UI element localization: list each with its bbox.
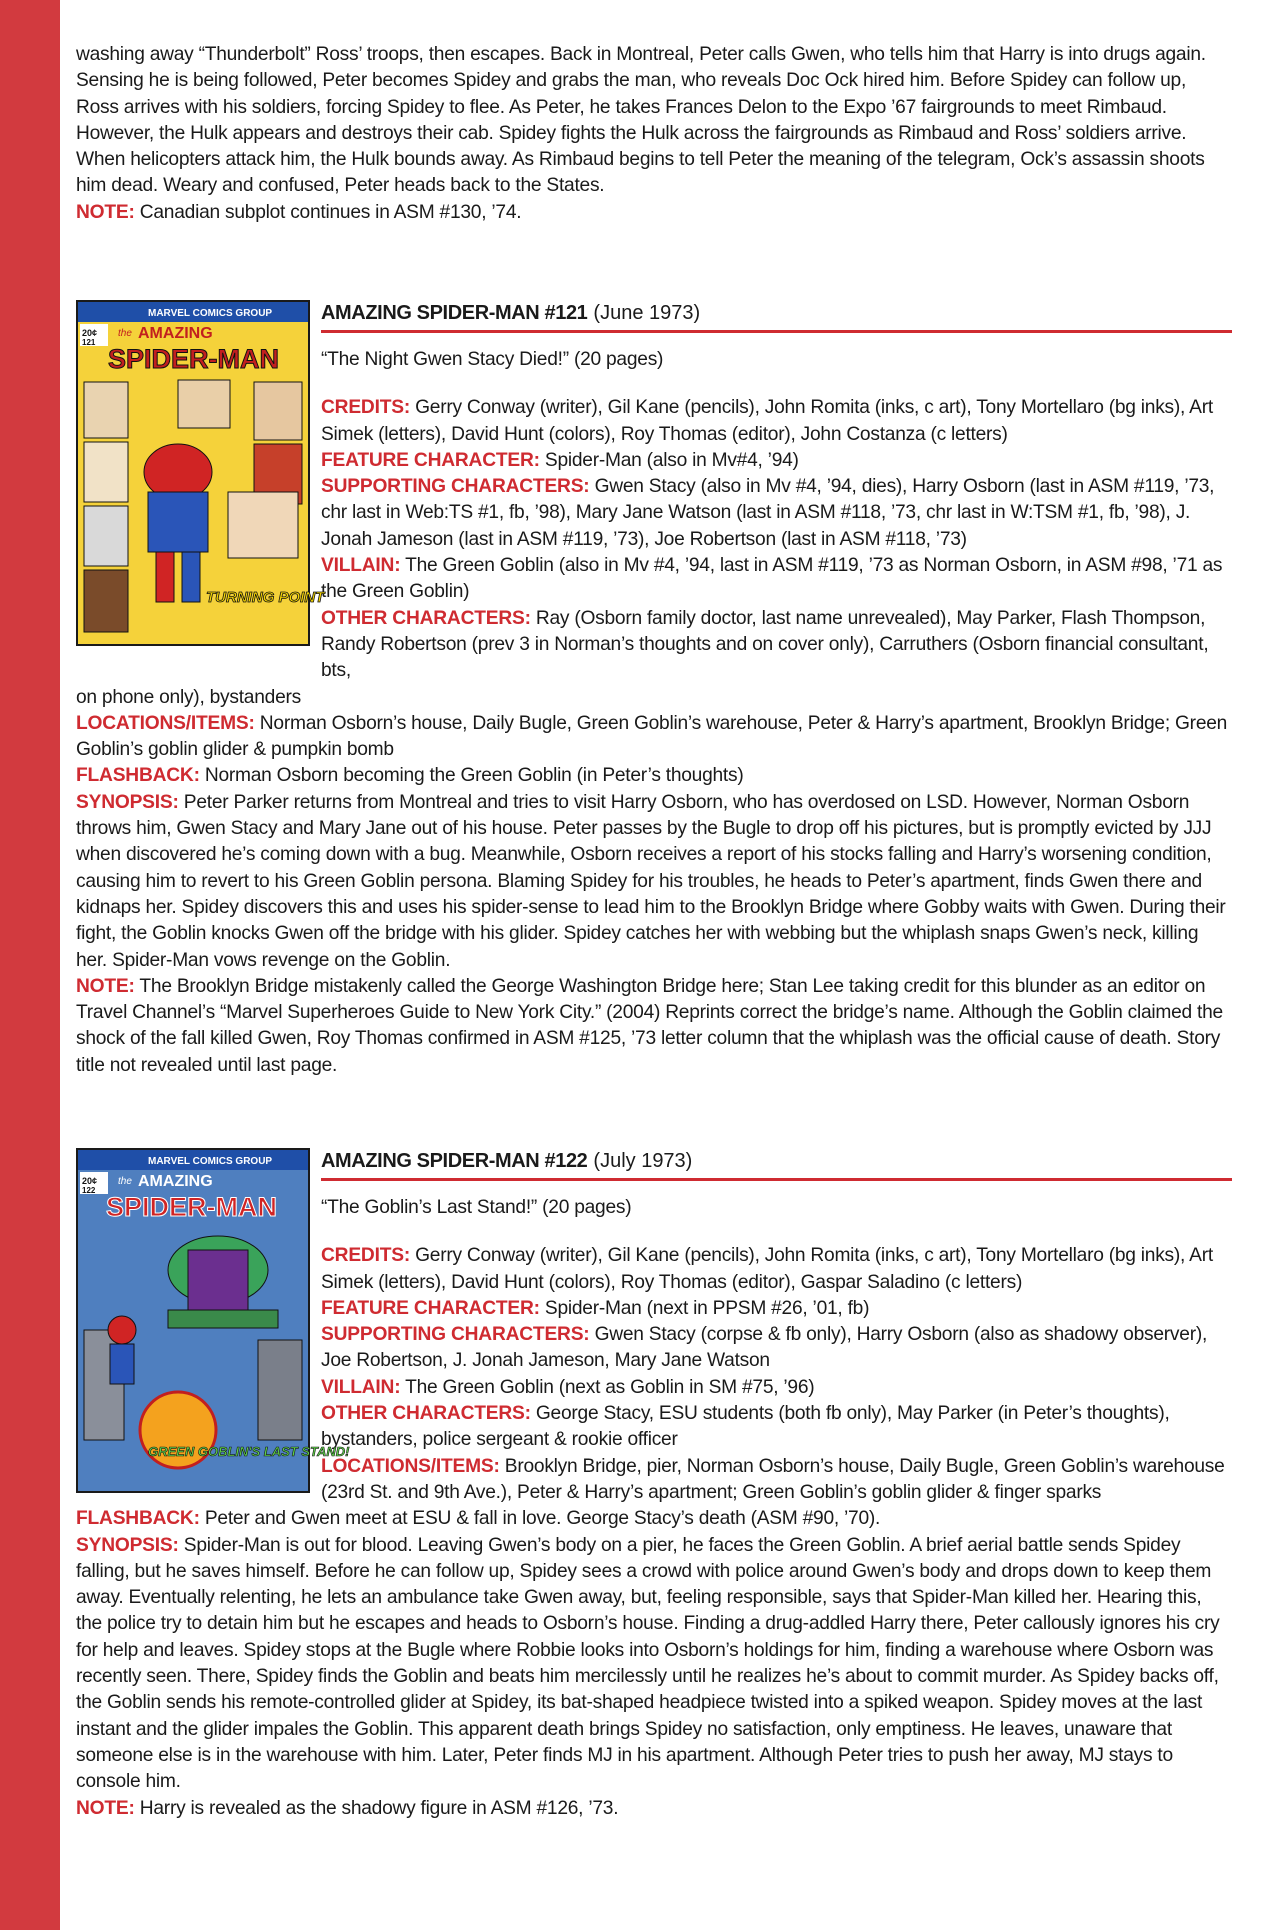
entry-asm-121	[76, 300, 1232, 1079]
previous-entry-continuation	[76, 42, 1232, 226]
entry-asm-122	[76, 1148, 1232, 1822]
other-label: OTHER CHARACTERS:	[321, 1403, 531, 1425]
story-title: “The Night Gwen Stacy Died!” (20 pages)	[321, 349, 664, 370]
synopsis-label: SYNOPSIS:	[76, 1534, 179, 1556]
note-label: NOTE:	[76, 1797, 135, 1819]
entry-heading	[321, 300, 1232, 333]
entry-121-body	[76, 685, 1232, 1079]
villain-label: VILLAIN:	[321, 555, 401, 577]
locations-line: LOCATIONS/ITEMS: Norman Osborn’s house, Daily Bugle, Green Goblin’s warehouse, Peter & Harry’s apartment, Brooklyn Bridge; Green Goblin’s goblin glider & pumpkin bomb	[76, 712, 1228, 761]
supporting-label: SUPPORTING CHARACTERS:	[321, 476, 590, 498]
cover-logo-amazing: AMAZING	[138, 1173, 213, 1190]
cover-logo-the: the	[118, 328, 132, 339]
cover-price: 20¢	[82, 1176, 98, 1186]
synopsis-line: SYNOPSIS: Peter Parker returns from Montreal and tries to visit Harry Osborn, who has overdosed on LSD. However, Norman Osborn throws him, Gwen Stacy and Mary Jane out of his house. Peter passes by the Bugle to drop off his pictures, but is promptly evicted by JJJ when discovered he’s coming down with a bug. Meanwhile, Osborn receives a report of his stocks falling and Harry’s worsening condition, causing him to revert to his Green Goblin persona. Blaming Spidey for his troubles, he heads to Peter’s apartment, finds Gwen there and kidnaps her. Spidey discovers this and uses his spider-sense to lead him to the Brooklyn Bridge where Gobby waits with Gwen. During their fight, the Goblin knocks Gwen off the bridge with his glider. Spidey catches her with webbing but the whiplash snaps Gwen’s neck, killing her. Spider-Man vows revenge on the Goblin.	[76, 791, 1226, 971]
note-line: NOTE: Canadian subplot continues in ASM #130, ’74.	[76, 201, 522, 223]
feature-label: FEATURE CHARACTER:	[321, 449, 540, 471]
locations-line: LOCATIONS/ITEMS: Brooklyn Bridge, pier, Norman Osborn’s house, Daily Bugle, Green Goblin’s warehouse (23rd St. and 9th Ave.), Peter & Harry’s apartment; Green Goblin’s goblin glider & finger sparks	[321, 1455, 1225, 1503]
cover-image-asm-121	[76, 300, 325, 646]
synopsis-line: SYNOPSIS: Spider-Man is out for blood. Leaving Gwen’s body on a pier, he faces the Green Goblin. A brief aerial battle sends Spidey falling, but he saves himself. Before he can follow up, Spidey sees a crowd with police around Gwen’s body and drops down to keep them away. Eventually relenting, he lets an ambulance take Gwen away, but, feeling responsible, says that Spider-Man killed her. Hearing this, the police try to detain him but he escapes and heads to Osborn’s house. Finding a drug-addled Harry there, Peter callously ignores his cry for help and leaves. Spidey stops at the Bugle where Robbie looks into Osborn’s holdings for him, finding a warehouse where Osborn was recently seen. There, Spidey finds the Goblin and beats him mercilessly until he realizes he’s about to commit murder. As Spidey backs off, the Goblin sends his remote-controlled glider at Spidey, its bat-shaped headpiece twisted into a spiked weapon. Spidey moves at the last instant and the glider impales the Goblin. This apparent death brings Spidey no satisfaction, only emptiness. He leaves, unaware that someone else is in the warehouse with him. Later, Peter finds MJ in his apartment. Although Peter tries to push her away, MJ stays to console him.	[76, 1534, 1220, 1793]
other-characters-continuation: on phone only), bystanders	[76, 686, 301, 708]
cover-tagline: GREEN GOBLIN'S LAST STAND!	[148, 1444, 350, 1459]
note-line: NOTE: Harry is revealed as the shadowy figure in ASM #126, ’73.	[76, 1797, 619, 1819]
entry-121-header-column	[321, 300, 1232, 685]
supporting-line: SUPPORTING CHARACTERS: Gwen Stacy (corpse & fb only), Harry Osborn (also as shadowy observer), Joe Robertson, J. Jonah Jameson, Mary Jane Watson	[321, 1324, 1208, 1372]
villain-line: VILLAIN: The Green Goblin (also in Mv #4, ’94, last in ASM #119, ’73 as Norman Osborn, in ASM #98, ’71 as the Green Goblin)	[321, 555, 1223, 603]
entry-122-header-column	[321, 1148, 1232, 1506]
flashback-line: FLASHBACK: Norman Osborn becoming the Green Goblin (in Peter’s thoughts)	[76, 765, 744, 787]
locations-label: LOCATIONS/ITEMS:	[76, 712, 255, 734]
cover-image-asm-122	[76, 1148, 350, 1493]
cover-logo-the: the	[118, 1176, 132, 1187]
feature-line: FEATURE CHARACTER: Spider-Man (also in Mv#4, ’94)	[321, 449, 799, 471]
issue-name: AMAZING SPIDER-MAN #121	[321, 302, 588, 324]
story-title: “The Goblin’s Last Stand!” (20 pages)	[321, 1197, 632, 1218]
feature-label: FEATURE CHARACTER:	[321, 1297, 540, 1319]
feature-line: FEATURE CHARACTER: Spider-Man (next in PPSM #26, ’01, fb)	[321, 1297, 870, 1319]
cover-tagline: TURNING POINT	[206, 589, 325, 606]
note-line: NOTE: The Brooklyn Bridge mistakenly called the George Washington Bridge here; Stan Lee taking credit for this blunder as an editor on Travel Channel’s “Marvel Superheroes Guide to New York City.” (2004) Reprints correct the bridge’s name. Although the Goblin claimed the shock of the fall killed Gwen, Roy Thomas confirmed in ASM #125, ’73 letter column that the whiplash was the official cause of death. Story title not revealed until last page.	[76, 975, 1223, 1076]
villain-label: VILLAIN:	[321, 1376, 401, 1398]
cover-publisher: MARVEL COMICS GROUP	[148, 308, 273, 319]
locations-label: LOCATIONS/ITEMS:	[321, 1455, 500, 1477]
entry-heading	[321, 1148, 1232, 1181]
cover-price: 20¢	[82, 328, 98, 338]
cover-art-122	[78, 1150, 350, 1491]
cover-logo: SPIDER-MAN	[108, 344, 280, 374]
cover-issue: 122	[82, 1186, 96, 1195]
cover-logo-amazing: AMAZING	[138, 325, 213, 342]
credits-line: CREDITS: Gerry Conway (writer), Gil Kane (pencils), John Romita (inks, c art), Tony Mortellaro (bg inks), Art Simek (letters), David Hunt (colors), Roy Thomas (editor), John Costanza (c letters)	[321, 397, 1213, 445]
other-characters-line: OTHER CHARACTERS: George Stacy, ESU students (both fb only), May Parker (in Peter’s thoughts), bystanders, police sergeant & rookie officer	[321, 1403, 1170, 1451]
cover-logo: SPIDER-MAN	[106, 1192, 278, 1222]
issue-date: (July 1973)	[593, 1150, 693, 1172]
synopsis-continuation: washing away “Thunderbolt” Ross’ troops, then escapes. Back in Montreal, Peter calls Gwen, who tells him that Harry is into drugs again. Sensing he is being followed, Peter becomes Spidey and grabs the man, who reveals Doc Ock hired him. Before Spidey can follow up, Ross arrives with his soldiers, forcing Spidey to flee. As Peter, he takes Frances Delon to the Expo ’67 fairgrounds to meet Rimbaud. However, the Hulk appears and destroys their cab. Spidey fights the Hulk across the fairgrounds as Rimbaud and Ross’ soldiers arrive. When helicopters attack him, the Hulk bounds away. As Rimbaud begins to tell Peter the meaning of the telegram, Ock’s assassin shoots him dead. Weary and confused, Peter heads back to the States.	[76, 44, 1206, 197]
issue-date: (June 1973)	[593, 302, 701, 324]
cover-publisher: MARVEL COMICS GROUP	[148, 1156, 273, 1167]
credits-label: CREDITS:	[321, 1245, 411, 1267]
credits-line: CREDITS: Gerry Conway (writer), Gil Kane (pencils), John Romita (inks, c art), Tony Mortellaro (bg inks), Art Simek (letters), David Hunt (colors), Roy Thomas (editor), Gaspar Saladino (c letters)	[321, 1245, 1213, 1293]
red-sidebar-stripe	[0, 0, 60, 1930]
entry-122-body	[76, 1506, 1232, 1822]
issue-name: AMAZING SPIDER-MAN #122	[321, 1150, 588, 1172]
supporting-line: SUPPORTING CHARACTERS: Gwen Stacy (also in Mv #4, ’94, dies), Harry Osborn (last in ASM #119, ’73, chr last in Web:TS #1, fb, ’98), Mary Jane Watson (last in ASM #118, ’73, chr last in W:TSM #1, fb, ’98), J. Jonah Jameson (last in ASM #119, ’73), Joe Robertson (last in ASM #118, ’73)	[321, 476, 1215, 550]
synopsis-label: SYNOPSIS:	[76, 791, 179, 813]
supporting-label: SUPPORTING CHARACTERS:	[321, 1324, 590, 1346]
credits-label: CREDITS:	[321, 397, 411, 419]
flashback-label: FLASHBACK:	[76, 765, 200, 787]
villain-line: VILLAIN: The Green Goblin (next as Goblin in SM #75, ’96)	[321, 1376, 815, 1398]
cover-art-121	[78, 302, 325, 644]
other-characters-line: OTHER CHARACTERS: Ray (Osborn family doctor, last name unrevealed), May Parker, Flash Thompson, Randy Robertson (prev 3 in Norman’s thoughts and on cover only), Carruthers (Osborn financial consultant, bts,	[321, 607, 1209, 682]
other-label: OTHER CHARACTERS:	[321, 607, 531, 629]
note-label: NOTE:	[76, 201, 135, 223]
flashback-label: FLASHBACK:	[76, 1508, 200, 1530]
note-label: NOTE:	[76, 975, 135, 997]
cover-issue: 121	[82, 338, 96, 347]
flashback-line: FLASHBACK: Peter and Gwen meet at ESU & fall in love. George Stacy’s death (ASM #90, ’70).	[76, 1508, 881, 1530]
